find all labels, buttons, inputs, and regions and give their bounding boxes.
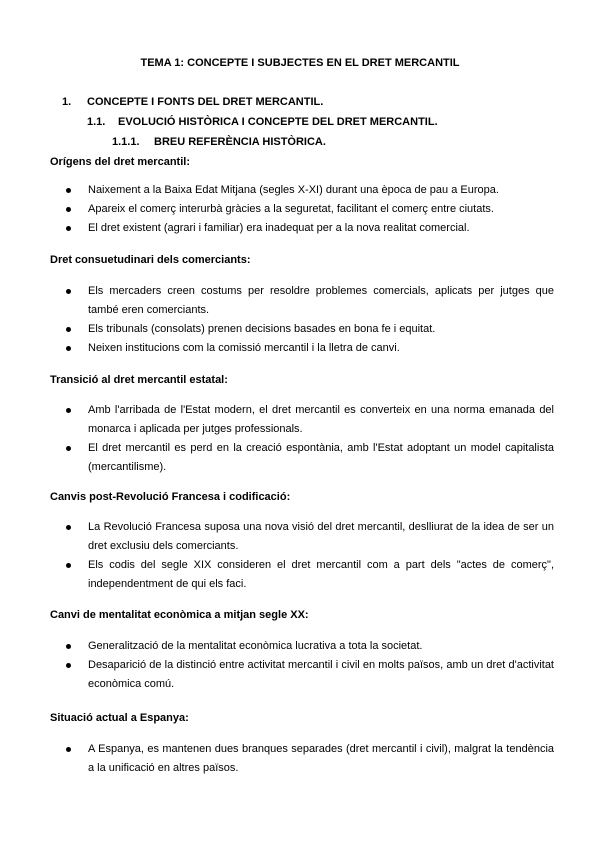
heading-number: 1.1. — [87, 116, 106, 128]
bullet-icon — [66, 525, 71, 530]
section-title-codification: Canvis post-Revolució Francesa i codificació: — [50, 491, 291, 503]
list-item: Desaparició de la distinció entre activitat mercantil i civil en molts països, amb un dret d'activitat econòmica comú. — [62, 656, 554, 694]
bullet-icon — [66, 563, 71, 568]
bullet-list-customary-law — [62, 282, 554, 358]
bullet-list-current-spain — [62, 740, 554, 778]
bullet-icon — [66, 663, 71, 668]
list-item: Generalització de la mentalitat econòmica lucrativa a tota la societat. — [62, 637, 554, 656]
bullet-icon — [66, 327, 71, 332]
list-item: Els tribunals (consolats) prenen decisions basades en bona fe i equitat. — [62, 320, 554, 339]
heading-level-2 — [87, 116, 438, 128]
bullet-icon — [66, 408, 71, 413]
bullet-icon — [66, 226, 71, 231]
list-item: A Espanya, es mantenen dues branques separades (dret mercantil i civil), malgrat la tendència a la unificació en altres països. — [62, 740, 554, 778]
bullet-icon — [66, 188, 71, 193]
section-title-customary-law: Dret consuetudinari dels comerciants: — [50, 254, 251, 266]
heading-number: 1.1.1. — [112, 136, 140, 148]
bullet-icon — [66, 446, 71, 451]
bullet-icon — [66, 207, 71, 212]
heading-level-3 — [112, 136, 326, 148]
list-item: La Revolució Francesa suposa una nova visió del dret mercantil, deslliurat de la idea de ser un dret exclusiu dels comerciants. — [62, 518, 554, 556]
bullet-list-origins — [62, 181, 554, 238]
heading-text: CONCEPTE I FONTS DEL DRET MERCANTIL. — [87, 96, 324, 108]
list-item: El dret existent (agrari i familiar) era inadequat per a la nova realitat comercial. — [62, 219, 554, 238]
section-title-state-transition: Transició al dret mercantil estatal: — [50, 374, 228, 386]
list-item: Els codis del segle XIX consideren el dret mercantil com a part dels "actes de comerç", independentment de qui els faci. — [62, 556, 554, 594]
heading-level-1 — [62, 96, 323, 108]
bullet-list-mentality-change — [62, 637, 554, 694]
section-title-current-spain: Situació actual a Espanya: — [50, 712, 189, 724]
bullet-icon — [66, 289, 71, 294]
heading-number: 1. — [62, 96, 72, 108]
bullet-icon — [66, 747, 71, 752]
list-item: Neixen institucions com la comissió mercantil i la lletra de canvi. — [62, 339, 554, 358]
section-title-mentality-change: Canvi de mentalitat econòmica a mitjan segle XX: — [50, 609, 309, 621]
bullet-list-codification — [62, 518, 554, 594]
list-item: El dret mercantil es perd en la creació espontània, amb l'Estat adoptant un model capitalista (mercantilisme). — [62, 439, 554, 477]
list-item: Els mercaders creen costums per resoldre problemes comercials, aplicats per jutges que també eren comerciants. — [62, 282, 554, 320]
bullet-icon — [66, 644, 71, 649]
heading-text: EVOLUCIÓ HISTÒRICA I CONCEPTE DEL DRET MERCANTIL. — [118, 116, 438, 128]
page-title: TEMA 1: CONCEPTE I SUBJECTES EN EL DRET MERCANTIL — [140, 57, 460, 69]
section-title-origins: Orígens del dret mercantil: — [50, 156, 190, 168]
bullet-list-state-transition — [62, 401, 554, 477]
list-item: Apareix el comerç interurbà gràcies a la seguretat, facilitant el comerç entre ciutats. — [62, 200, 554, 219]
list-item: Naixement a la Baixa Edat Mitjana (segles X-XI) durant una època de pau a Europa. — [62, 181, 554, 200]
heading-text: BREU REFERÈNCIA HISTÒRICA. — [154, 136, 326, 148]
list-item: Amb l'arribada de l'Estat modern, el dret mercantil es converteix en una norma emanada del monarca i aplicada per jutges professionals. — [62, 401, 554, 439]
bullet-icon — [66, 346, 71, 351]
